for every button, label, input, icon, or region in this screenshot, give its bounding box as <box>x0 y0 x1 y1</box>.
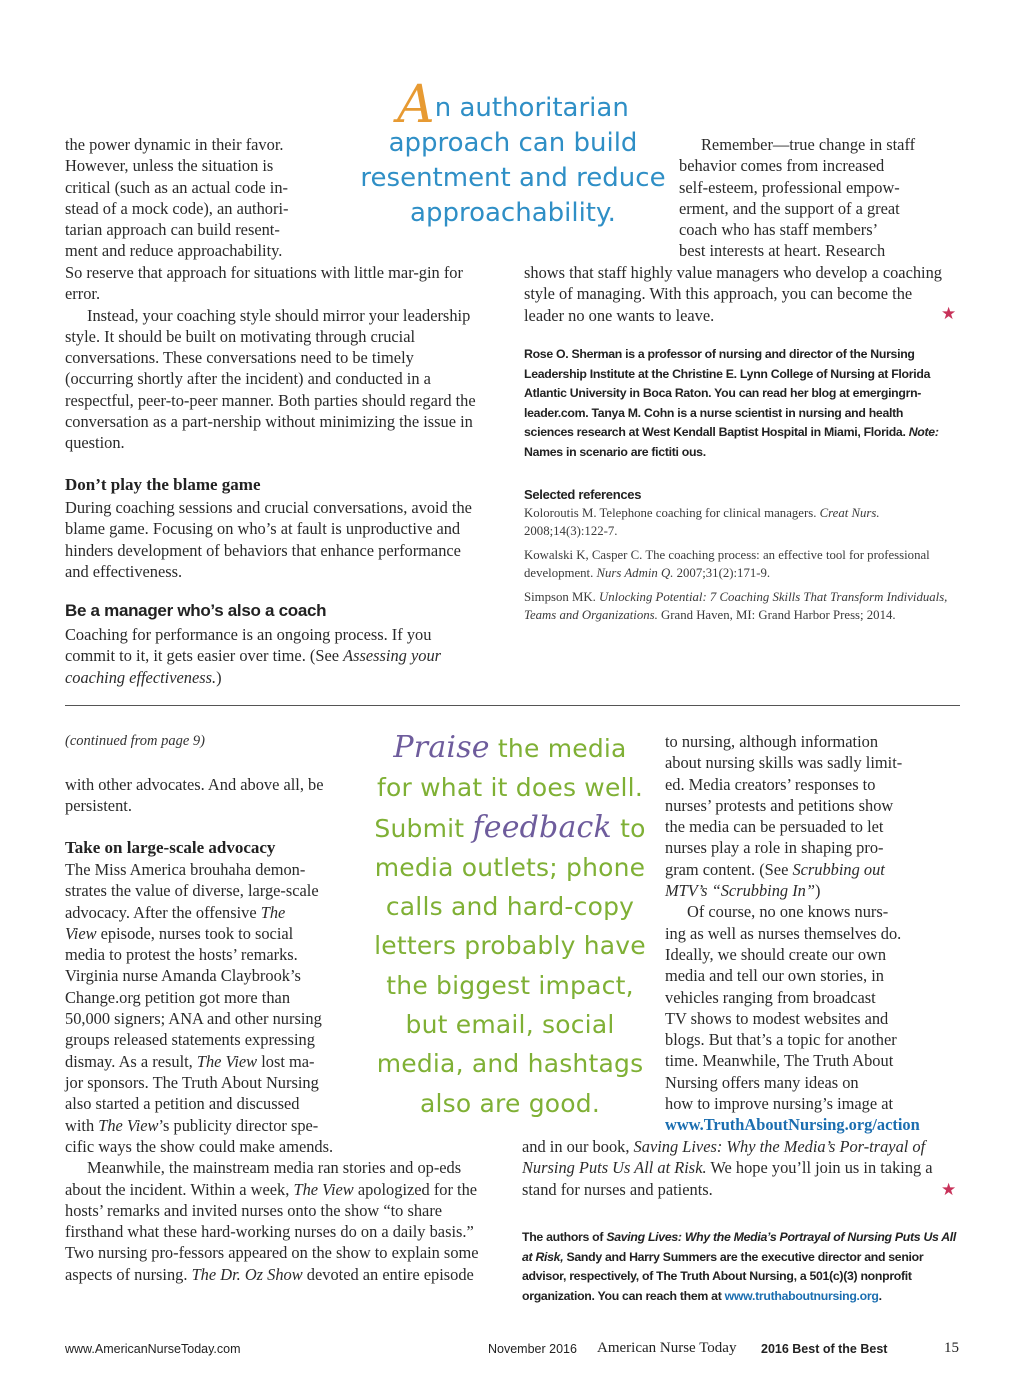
text-line <box>65 1029 365 1050</box>
bottom-right-cont <box>522 1136 942 1200</box>
bio-text: Sandy and Harry Summers are the executive director and senior advisor, respectively, of The Truth About Nursing, a 501(c)(3) nonprofit organization. You can reach them at <box>522 1249 924 1303</box>
text-line <box>665 1114 960 1135</box>
footer-issue: 2016 Best of the Best <box>761 1342 888 1356</box>
text-line: nurses play a role in shaping pro- <box>665 838 884 858</box>
text: ) <box>216 667 222 687</box>
text-line <box>65 1072 365 1093</box>
text-line: coach who has staff members’ <box>679 220 879 240</box>
text-line: blogs. But that’s a topic for another <box>665 1030 897 1050</box>
text: to <box>620 813 646 843</box>
text: groups released statements expressing <box>65 1030 315 1050</box>
text: apologized for the hosts’ remarks and invited nurses onto the show “to share firsthand what these hard-working nurses do on a daily basis.” Two nursing pro-fessors appeared on the show to explain some aspects of nursing. <box>65 1179 479 1284</box>
pull-quote-line <box>365 728 655 768</box>
end-star-icon: ★ <box>941 304 957 323</box>
bottom-left-main <box>65 1136 493 1285</box>
text-line: self-esteem, professional empow- <box>679 177 900 197</box>
text-line <box>665 880 960 901</box>
footer-journal: American Nurse Today <box>597 1340 737 1356</box>
paragraph <box>522 1136 942 1200</box>
text-line: Remember—true change in staff <box>701 135 916 154</box>
text-line: how to improve nursing’s image at <box>665 1094 894 1114</box>
text: lost ma- <box>257 1051 315 1071</box>
heading: Be a manager who’s also a coach <box>65 601 327 620</box>
text: strates the value of diverse, large-scale <box>65 881 319 901</box>
text-line: However, unless the situation is <box>65 156 274 176</box>
text-line <box>65 880 365 901</box>
text: with <box>65 1115 99 1135</box>
feedback-script: feedback <box>472 809 612 845</box>
section-heading-advocacy <box>65 838 365 858</box>
pull-quote-top <box>358 75 668 231</box>
bottom-left-lines <box>65 859 365 1136</box>
text-line <box>665 859 960 880</box>
bio-text: Rose O. Sherman is a professor of nursing and director of the Nursing Leadership Institute at the Christine E. Lynn College of Nursing at Florida Atlantic University in Boca Raton. You can read her blog at emergingrn-leader.com. Tanya M. Cohn is a nurse scientist in nursing and health sciences research at West Kendall Baptist Hospital in Miami, Florida. <box>524 347 931 439</box>
text: media to protest the hosts’ remarks. <box>65 945 298 965</box>
paragraph <box>65 624 483 688</box>
paragraph: with other advocates. And above all, be persistent. <box>65 775 324 816</box>
text: devoted an entire episode <box>306 1264 474 1284</box>
book-title: Saving Lives: Why the Media’s Portrayal of Nursing Puts Us All at Risk, <box>522 1230 957 1264</box>
bio-text: The authors of <box>522 1230 604 1244</box>
text-line: the power dynamic in their favor. <box>65 135 284 154</box>
show-title: The View <box>196 1051 258 1071</box>
text: Submit <box>374 813 465 843</box>
text-line: about nursing skills was sadly limit- <box>665 753 903 773</box>
author-bio-bottom <box>522 1228 962 1306</box>
pull-quote-line: but email, social <box>405 1010 615 1040</box>
section-heading-coach <box>65 601 483 621</box>
text: The Miss America brouhaha demon- <box>65 860 306 879</box>
text-line: ing as well as nurses themselves do. <box>665 923 902 943</box>
continued-note <box>65 733 365 750</box>
paragraph: Instead, your coaching style should mirror your leadership style. It should be built on motivating through crucial conversations. These conversations need to be timely (occurring shortly after the incident) and conducted in a respectful, peer-to-peer manner. Both parties should regard the conversation as a part-nership without minimizing the issue in question. <box>65 305 476 453</box>
paragraph <box>524 262 950 326</box>
bottom-right-lines <box>665 731 960 1136</box>
pull-quote-text: n authoritarian approach can build resentment and reduce approachability. <box>360 93 666 228</box>
text-line: ment and reduce approachability. <box>65 241 283 261</box>
text: the media <box>497 734 627 763</box>
text-line <box>65 902 365 923</box>
pull-quote-line: the biggest impact, <box>386 970 634 1000</box>
sidebar-reference: Assessing your coaching effectiveness. <box>65 646 442 687</box>
pull-quote-line: media, and hashtags <box>376 1049 644 1079</box>
text-line: media and tell our own stories, in <box>665 966 884 986</box>
footer-date: November 2016 <box>488 1342 577 1356</box>
pull-quote-bottom <box>365 728 655 1123</box>
note-label: Note: <box>908 425 939 439</box>
top-left-intro <box>65 134 355 262</box>
paragraph: cific ways the show could make amends. <box>65 1137 334 1156</box>
website-link[interactable]: www.truthaboutnursing.org <box>724 1288 879 1303</box>
text: . <box>878 1288 882 1303</box>
coach-paragraph <box>65 624 483 688</box>
paragraph: During coaching sessions and crucial conversations, avoid the blame game. Focusing on who’s at fault is unproductive and hinders development of behaviors that enhance performance and effectiveness. <box>65 498 472 581</box>
text: Grand Haven, MI: Grand Harbor Press; 2014. <box>661 608 896 622</box>
reference-item <box>524 504 954 540</box>
top-right-cont <box>524 262 950 326</box>
author-bio-top <box>524 345 954 462</box>
pull-quote-line: media outlets; phone <box>374 852 646 882</box>
footer-url[interactable]: www.AmericanNurseToday.com <box>65 1342 241 1356</box>
journal: Creat Nurs. <box>819 506 880 520</box>
continued-text: (continued from page 9) <box>65 733 206 749</box>
book-title: Saving Lives: Why the Media’s Por-trayal of Nursing Puts Us All at Risk. <box>522 1137 926 1178</box>
text-line <box>65 987 365 1008</box>
text: Koloroutis M. Telephone coaching for clinical managers. <box>524 506 817 520</box>
blame-paragraph <box>65 497 483 582</box>
text-line: time. Meanwhile, The Truth About <box>665 1051 894 1071</box>
text-line: stead of a mock code), an authori- <box>65 198 289 218</box>
section-divider <box>65 705 960 706</box>
text-line: critical (such as an actual code in- <box>65 177 288 197</box>
show-title: The View <box>98 1115 159 1135</box>
show-title: The View <box>293 1179 354 1199</box>
paragraph: So reserve that approach for situations with little mar-gin for error. <box>65 263 463 304</box>
top-right-remember <box>679 134 964 262</box>
heading: Don’t play the blame game <box>65 475 261 494</box>
section-heading-blame <box>65 475 483 495</box>
text: dismay. As a result, <box>65 1051 197 1071</box>
text: advocacy. After the offensive <box>65 902 261 922</box>
text-line <box>65 1115 365 1136</box>
journal: Nurs Admin Q. <box>596 566 674 580</box>
pull-quote-line: calls and hard-copy <box>385 892 635 922</box>
text-line <box>65 965 365 986</box>
text: 50,000 signers; ANA and other nursing <box>65 1009 322 1029</box>
text-line: behavior comes from increased <box>679 156 885 176</box>
text-line <box>65 1093 365 1114</box>
heading: Take on large-scale advocacy <box>65 838 276 857</box>
text: gram content. (See <box>665 859 793 879</box>
text: 2007;31(2):171-9. <box>676 566 771 580</box>
text: Virginia nurse Amanda Claybrook’s <box>65 966 301 986</box>
text-line: tarian approach can build resent- <box>65 220 280 240</box>
reference-item <box>524 588 954 624</box>
text: Change.org petition got more than <box>65 987 291 1007</box>
text-line: TV shows to modest websites and <box>665 1008 889 1028</box>
action-link[interactable]: www.TruthAboutNursing.org/action <box>665 1115 920 1135</box>
article-title: Scrubbing out <box>792 859 885 879</box>
note-text: Names in scenario are fictiti ous. <box>524 444 706 459</box>
text-line: vehicles ranging from broadcast <box>665 987 876 1007</box>
pull-quote-line: for what it does well. <box>377 773 643 803</box>
show-title: The <box>260 902 286 922</box>
text-line: erment, and the support of a great <box>679 198 900 218</box>
book-title: Unlocking Potential: 7 Coaching Skills That Transform Individuals, Teams and Organizations. <box>524 590 948 622</box>
text: Meanwhile, the mainstream media ran stories and op-eds about the incident. Within a week, <box>65 1158 462 1199</box>
text-line <box>65 944 365 965</box>
text: 2008;14(3):122-7. <box>524 524 618 538</box>
text-line <box>65 1008 365 1029</box>
text: shows that staff highly value managers who develop a coaching style of managing. With this approach, you can become the leader no one wants to leave. <box>524 263 943 325</box>
text-line: ed. Media creators’ responses to <box>665 774 876 794</box>
text-line: best interests at heart. Research <box>679 241 886 261</box>
text: ’s publicity director spe- <box>158 1115 319 1135</box>
text: We hope you’ll join us in taking a stand for nurses and patients. <box>522 1158 933 1199</box>
text-line: the media can be persuaded to let <box>665 817 884 837</box>
text: jor sponsors. The Truth About Nursing <box>65 1072 319 1092</box>
text-line: Nursing offers many ideas on <box>665 1072 859 1092</box>
text: episode, nurses took to social <box>96 923 294 943</box>
page-number: 15 <box>944 1340 959 1356</box>
article-title: MTV’s “Scrubbing In” <box>665 881 815 901</box>
text-line <box>65 859 365 880</box>
text-line <box>65 923 365 944</box>
text: Simpson MK. <box>524 590 596 604</box>
references <box>524 487 954 630</box>
text-line <box>65 1051 365 1072</box>
top-left-main <box>65 262 483 454</box>
text-line: nurses’ protests and petitions show <box>665 795 894 815</box>
reference-item <box>524 546 954 582</box>
show-title: The Dr. Oz Show <box>191 1264 303 1284</box>
text-line: Of course, no one knows nurs- <box>687 902 889 922</box>
bottom-left-advocates <box>65 774 335 817</box>
text-line: Ideally, we should create our own <box>665 944 887 964</box>
show-title: View <box>65 923 97 943</box>
pull-quote-line: also are good. <box>420 1088 600 1118</box>
drop-cap: A <box>397 75 435 135</box>
paragraph <box>65 1157 493 1285</box>
pull-quote-line: letters probably have <box>374 931 646 961</box>
text: also started a petition and discussed <box>65 1094 300 1114</box>
text: Kowalski K, Casper C. The coaching process: an effective tool for professional development. <box>524 548 930 580</box>
pull-quote-line <box>365 808 655 848</box>
text-line: to nursing, although information <box>665 732 879 751</box>
text: and in our book, <box>522 1137 630 1156</box>
end-star-icon: ★ <box>941 1180 957 1199</box>
praise-script: Praise <box>393 730 490 765</box>
references-heading: Selected references <box>524 487 642 502</box>
text: Coaching for performance is an ongoing process. If you commit to it, it gets easier over time. (See <box>65 625 432 666</box>
text: ) <box>814 881 821 901</box>
